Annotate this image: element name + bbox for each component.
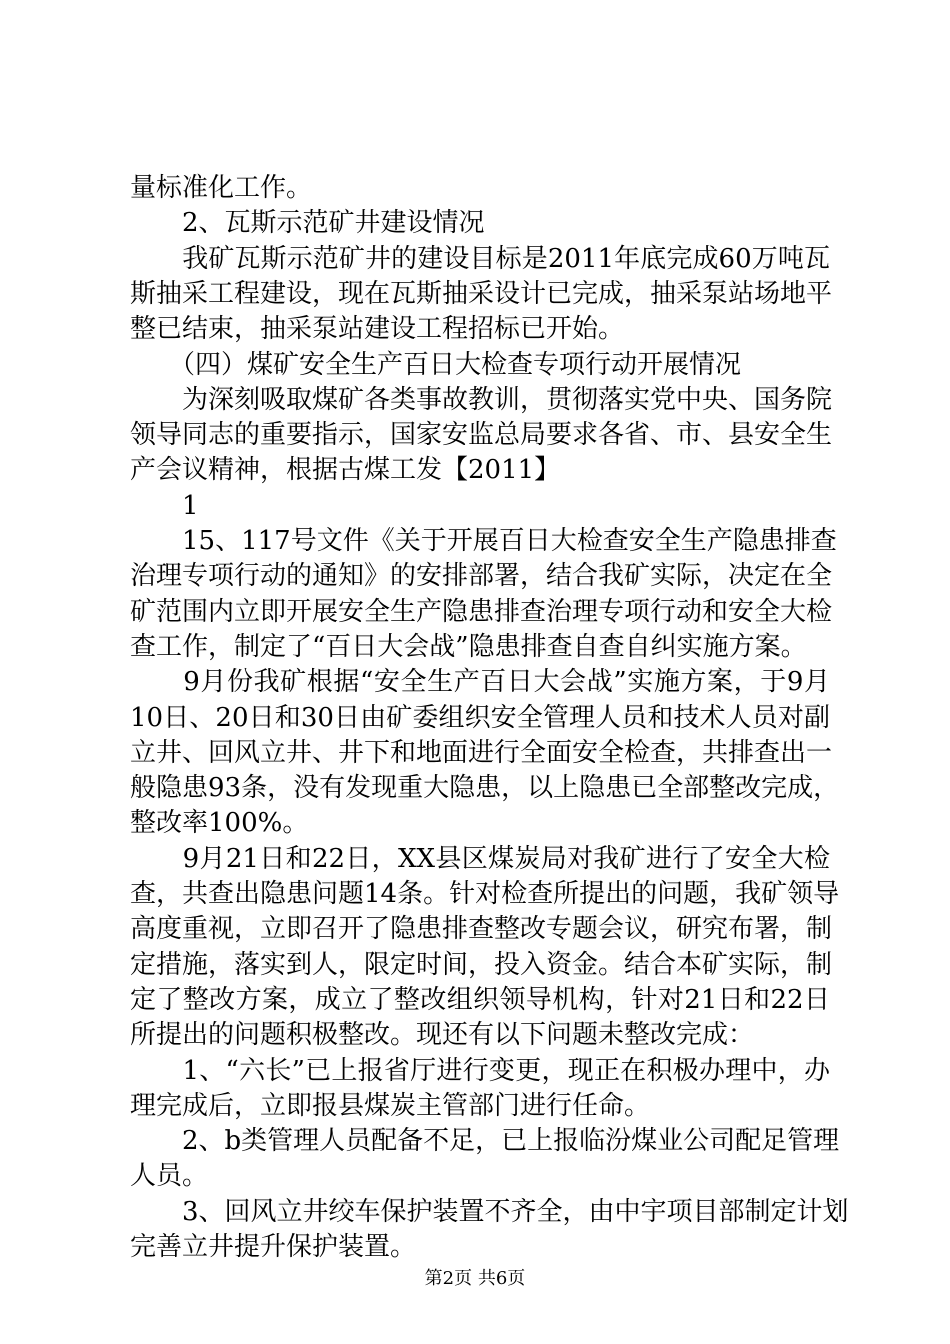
paragraph-line: 产会议精神，根据古煤工发【2011】 xyxy=(130,455,561,485)
paragraph-line: 9月份我矿根据“安全生产百日大会战”实施方案，于9月 xyxy=(130,667,830,697)
paragraph-line: 查工作，制定了“百日大会战”隐患排查自查自纠实施方案。 xyxy=(130,632,807,662)
paragraph-line: 所提出的问题积极整改。现还有以下问题未整改完成： xyxy=(130,1020,755,1050)
paragraph-line: 1 xyxy=(130,491,199,521)
paragraph-line: 高度重视，立即召开了隐患排查整改专题会议，研究布署，制 xyxy=(130,914,833,944)
paragraph-line: 1、“六长”已上报省厅进行变更，现正在积极办理中，办 xyxy=(130,1056,830,1086)
paragraph-line: 定措施，落实到人，限定时间，投入资金。结合本矿实际，制 xyxy=(130,950,833,980)
paragraph-line: 整已结束，抽采泵站建设工程招标已开始。 xyxy=(130,314,625,344)
page-footer: 第2页 共6页 xyxy=(424,1268,526,1289)
paragraph-line: 我矿瓦斯示范矿井的建设目标是2011年底完成60万吨瓦 xyxy=(130,244,830,274)
paragraph-line: 完善立井提升保护装置。 xyxy=(130,1232,417,1262)
paragraph-line: 人员。 xyxy=(130,1161,209,1191)
paragraph-line: 9月21日和22日，XX县区煤炭局对我矿进行了安全大检 xyxy=(130,844,830,874)
paragraph-line: 斯抽采工程建设，现在瓦斯抽采设计已完成，抽采泵站场地平 xyxy=(130,279,833,309)
paragraph-line: 整改率100%。 xyxy=(130,808,309,838)
section-heading: 2、瓦斯示范矿井建设情况 xyxy=(130,208,485,238)
paragraph-line: 查，共查出隐患问题14条。针对检查所提出的问题，我矿领导 xyxy=(130,879,840,909)
paragraph-line: 为深刻吸取煤矿各类事故教训，贯彻落实党中央、国务院 xyxy=(130,385,833,415)
paragraph-line: 矿范围内立即开展安全生产隐患排查治理专项行动和安全大检 xyxy=(130,597,833,627)
paragraph-line: 理完成后，立即报县煤炭主管部门进行任命。 xyxy=(130,1091,651,1121)
paragraph-line: 定了整改方案，成立了整改组织领导机构，针对21日和22日 xyxy=(130,985,830,1015)
paragraph-line: 量标准化工作。 xyxy=(130,173,313,203)
paragraph-line: 2、b类管理人员配备不足，已上报临汾煤业公司配足管理 xyxy=(130,1126,840,1156)
section-heading: （四）煤矿安全生产百日大检查专项行动开展情况 xyxy=(130,350,742,380)
paragraph-line: 领导同志的重要指示，国家安监总局要求各省、市、县安全生 xyxy=(130,420,833,450)
paragraph-line: 15、117号文件《关于开展百日大检查安全生产隐患排查 xyxy=(130,526,837,556)
paragraph-line: 立井、回风立井、井下和地面进行全面安全检查，共排查出一 xyxy=(130,738,833,768)
paragraph-line: 10日、20日和30日由矿委组织安全管理人员和技术人员对副 xyxy=(130,703,830,733)
paragraph-line: 治理专项行动的通知》的安排部署，结合我矿实际，决定在全 xyxy=(130,561,833,591)
paragraph-line: 3、回风立井绞车保护装置不齐全，由中宇项目部制定计划 xyxy=(130,1197,849,1227)
paragraph-line: 般隐患93条，没有发现重大隐患，以上隐患已全部整改完成， xyxy=(130,773,840,803)
